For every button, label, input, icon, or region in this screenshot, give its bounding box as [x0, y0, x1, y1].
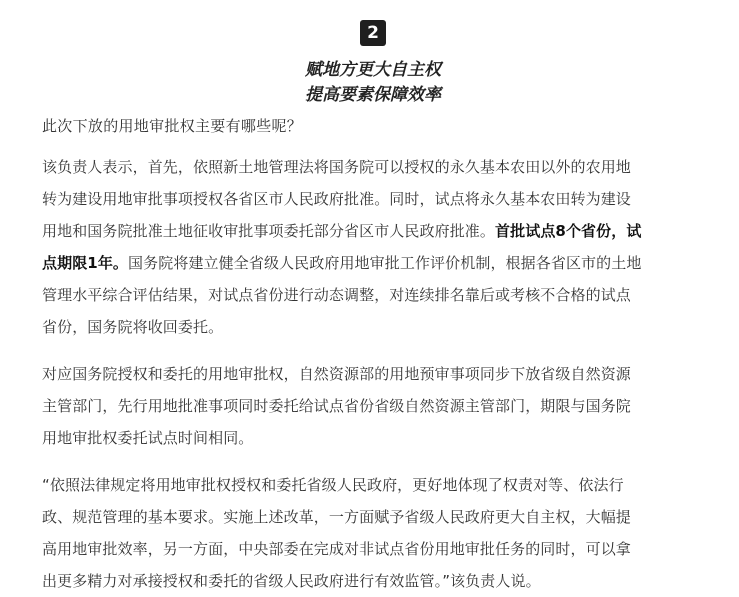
paragraph-1-highlight-start: 首批试点8个省份，试	[495, 222, 642, 240]
paragraph-1-line-2: 转为建设用地审批事项授权各省区市人民政府批准。同时，试点将永久基本农田转为建设	[42, 190, 631, 208]
paragraph-2-line-3: 用地审批权委托试点时间相同。	[42, 429, 254, 447]
intro-question: 此次下放的用地审批权主要有哪些呢？	[42, 117, 303, 135]
paragraph-2-line-1: 对应国务院授权和委托的用地审批权，自然资源部的用地预审事项同步下放省级自然资源	[42, 365, 631, 383]
paragraph-2	[42, 358, 704, 454]
paragraph-1-line-5: 管理水平综合评估结果，对试点省份进行动态调整，对连续排名靠后或考核不合格的试点	[42, 286, 631, 304]
paragraph-2-line-2: 主管部门，先行用地批准事项同时委托给试点省份省级自然资源主管部门，期限与国务院	[42, 397, 631, 415]
paragraph-1	[42, 151, 704, 343]
paragraph-3-line-1: “依照法律规定将用地审批权授权和委托省级人民政府，更好地体现了权责对等、依法行	[42, 476, 624, 494]
heading-line-1: 赋地方更大自主权	[305, 60, 441, 80]
section-number-wrap	[42, 18, 704, 50]
paragraph-3-line-2: 政、规范管理的基本要求。实施上述改革，一方面赋予省级人民政府更大自主权，大幅提	[42, 508, 631, 526]
paragraph-1-line-4	[42, 247, 704, 279]
paragraph-3-quote	[42, 469, 704, 597]
article	[42, 18, 704, 597]
paragraph-1-line-3-text: 用地和国务院批准土地征收审批事项委托部分省区市人民政府批准。	[42, 222, 496, 240]
paragraph-1-line-1: 该负责人表示，首先，依照新土地管理法将国务院可以授权的永久基本农田以外的农用地	[42, 158, 631, 176]
paragraph-1-line-3	[42, 215, 704, 247]
paragraph-1-highlight-end: 点期限1年。	[42, 254, 129, 272]
heading-line-2: 提高要素保障效率	[305, 85, 441, 105]
paragraph-1-line-4-text: 国务院将建立健全省级人民政府用地审批工作评价机制，根据各省区市的土地	[128, 254, 642, 272]
paragraph-1-line-6: 省份，国务院将收回委托。	[42, 318, 224, 336]
paragraph-3-line-4: 出更多精力对承接授权和委托的省级人民政府进行有效监管。”该负责人说。	[42, 572, 541, 590]
section-heading	[42, 58, 704, 108]
paragraph-3-line-3: 高用地审批效率，另一方面，中央部委在完成对非试点省份用地审批任务的同时，可以拿	[42, 540, 631, 558]
section-number-badge: 2	[360, 20, 386, 46]
